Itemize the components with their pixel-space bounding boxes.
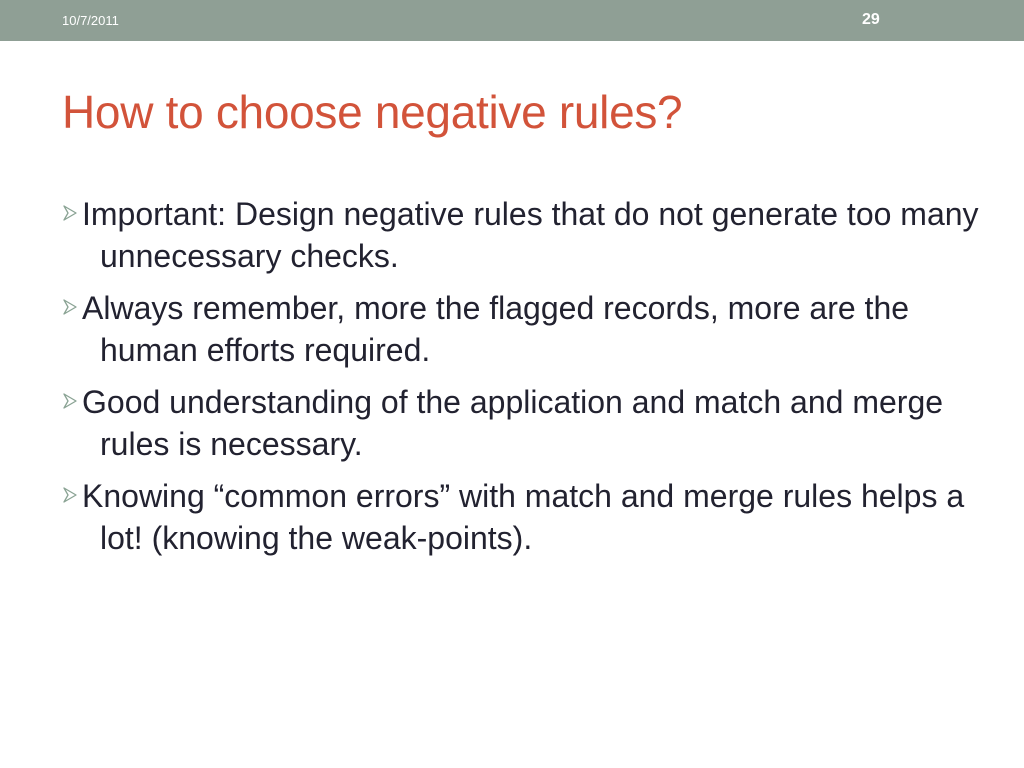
bullet-text: Always remember, more the flagged records, more are the human efforts required. [82,290,910,368]
bullet-item [62,193,992,277]
bullet-text: Knowing “common errors” with match and merge rules helps a lot! (knowing the weak-points). [82,478,965,556]
arrow-bullet-icon [62,381,82,423]
bullet-text: Good understanding of the application and match and merge rules is necessary. [82,384,944,462]
bullet-list [62,193,992,569]
bullet-item [62,287,992,371]
arrow-bullet-icon [62,287,82,329]
header-bar [0,0,1024,41]
bullet-item [62,381,992,465]
bullet-text: Important: Design negative rules that do not generate too many unnecessary checks. [82,196,979,274]
bullet-item [62,475,992,559]
arrow-bullet-icon [62,193,82,235]
slide-date: 10/7/2011 [62,13,119,28]
slide-title: How to choose negative rules? [62,86,683,138]
slide-number: 29 [862,11,880,28]
arrow-bullet-icon [62,475,82,517]
